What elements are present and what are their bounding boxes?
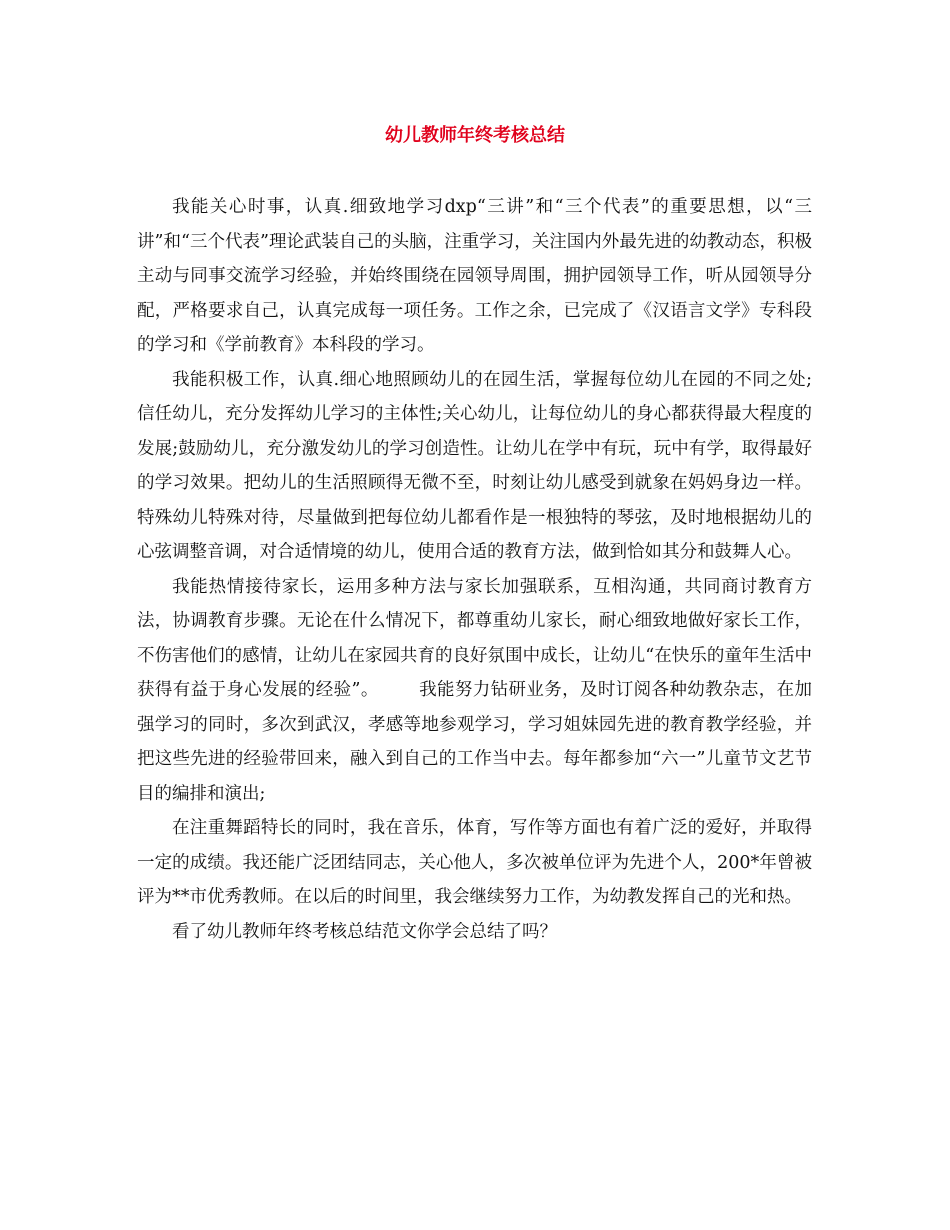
paragraph-5: 在注重舞蹈特长的同时，我在音乐，体育，写作等方面也有着广泛的爱好，并取得一定的成绩。我还能广泛团结同志，关心他人，多次被单位评为先进个人，200*年曾被评为**市优秀教师。在以后的时间里，我会继续努力工作，为幼教发挥自己的光和热。 xyxy=(137,818,812,907)
paragraph-3 xyxy=(137,570,812,812)
document-body xyxy=(137,190,812,949)
document-title: 幼儿教师年终考核总结 xyxy=(385,125,565,146)
paragraph-3-text: 我能热情接待家长，运用多种方法与家长加强联系，互相沟通，共同商讨教育方法，协调教育步骤。无论在什么情况下，都尊重幼儿家长，耐心细致地做好家长工作，不伤害他们的感情，让幼儿在家园共育的良好氛围中成长，让幼儿“在快乐的童年生活中获得有益于身心发展的经验”。 xyxy=(137,576,812,700)
paragraph-2: 我能积极工作，认真.细心地照顾幼儿的在园生活，掌握每位幼儿在园的不同之处;信任幼儿，充分发挥幼儿学习的主体性;关心幼儿，让每位幼儿的身心都获得最大程度的发展;鼓励幼儿，充分激发幼儿的学习创造性。让幼儿在学中有玩，玩中有学，取得最好的学习效果。把幼儿的生活照顾得无微不至，时刻让幼儿感受到就象在妈妈身边一样。特殊幼儿特殊对待，尽量做到把每位幼儿都看作是一根独特的琴弦，及时地根据幼儿的心弦调整音调，对合适情境的幼儿，使用合适的教育方法，做到恰如其分和鼓舞人心。 xyxy=(137,369,812,562)
paragraph-4-text: 我能努力钻研业务，及时订阅各种幼教杂志，在加强学习的同时，多次到武汉，孝感等地参观学习，学习姐妹园先进的教育教学经验，并把这些先进的经验带回来，融入到自己的工作当中去。每年都参加“六一”儿童节文艺节目的编排和演出; xyxy=(137,680,812,804)
paragraph-6: 看了幼儿教师年终考核总结范文你学会总结了吗？ xyxy=(172,921,557,942)
paragraph-1: 我能关心时事，认真.细致地学习dxp“三讲”和“三个代表”的重要思想，以“三讲”和“三个代表”理论武装自己的头脑，注重学习，关注国内外最先进的幼教动态，积极主动与同事交流学习经验，并始终围绕在园领导周围，拥护园领导工作，听从园领导分配，严格要求自己，认真完成每一项任务。工作之余，已完成了《汉语言文学》专科段的学习和《学前教育》本科段的学习。 xyxy=(137,197,812,355)
